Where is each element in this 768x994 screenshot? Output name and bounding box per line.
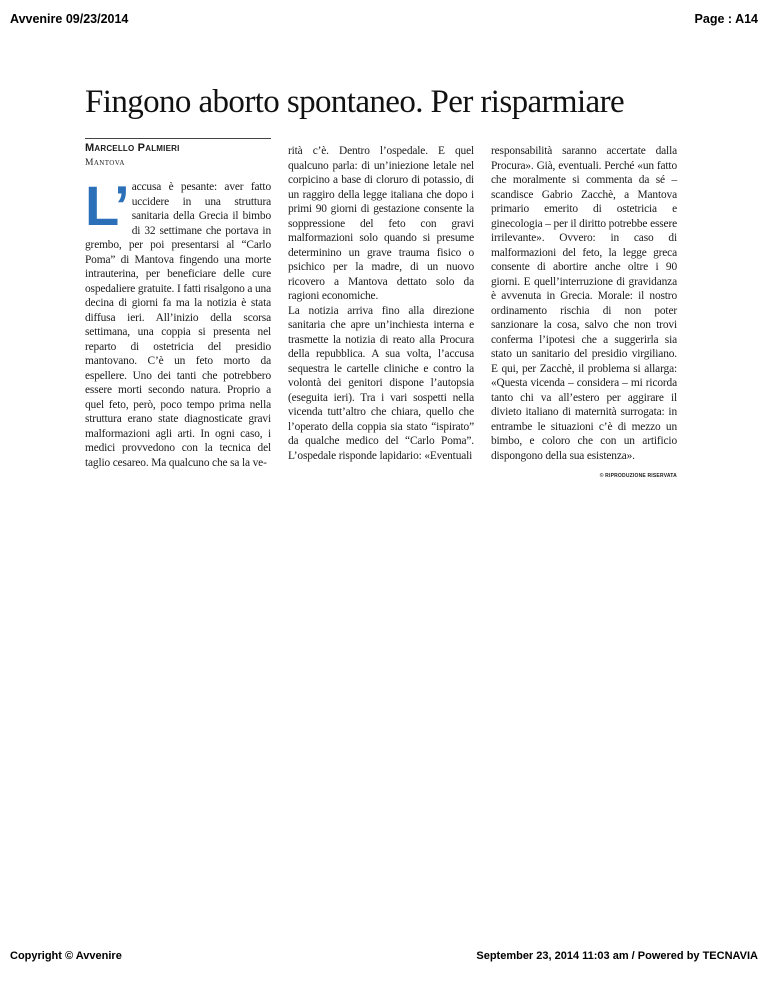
column-1-text: accusa è pesante: aver fatto uccidere in una struttura sanitaria della Grecia il bimbo di 32 settimane che portava in grembo, per poi presentarsi al “Carlo Poma” di Mantova fingendo una morte intrauterina, per beneficiare delle cure ospedaliere gratuite. I fatti risalgono a una decina di giorni fa ma la notizia è stata diffusa ieri. All’inizio della scorsa settimana, una coppia si presenta nel reparto di ostetricia del presidio mantovano. C’è un feto morto da espellere. Uno dei tanti che potrebbero essere morti secondo natura. Proprio a quel feto, però, poco tempo prima nella struttura erano state diagnosticate gravi malformazioni agli arti. In ogni caso, i medici provvedono con la tecnica del taglio cesareo. Ma qualcuno che sa la ve- xyxy=(85,181,271,469)
column-2-paragraph-1: rità c’è. Dentro l’ospedale. E quel qualcuno parla: di un’iniezione letale nel corpicino a base di cloruro di potassio, di un raggiro della legge italiana che dopo i primi 90 giorni di gestazione consente la soppressione del feto con gravi malformazioni solo quando si presume determinino un grave trauma fisico o psichico per la madre, di un nuovo ricovero a Mantova dettato solo da ragioni economiche. xyxy=(288,145,474,302)
article-author: Marcello Palmieri xyxy=(85,142,180,154)
article-column-2 xyxy=(288,144,474,463)
drop-cap: L’ xyxy=(85,174,128,237)
column-2-paragraph-2: La notizia arriva fino alla direzione sanitaria che apre un’inchiesta interna e trasmette la notizia di reato alla Procura della repubblica. A sua volta, l’accusa sequestra le cartelle cliniche e contro la volontà dei genitori dispone l’autopsia (eseguita ieri). Tra i vari sospetti nella vicenda tutt’altro che chiara, quello che l’operato della coppia sia stato “ispirato” da qualche medico del “Carlo Poma”. L’ospedale risponde lapidario: «Eventuali xyxy=(288,304,474,462)
article-column-1 xyxy=(85,174,271,470)
article-headline: Fingono aborto spontaneo. Per risparmiare xyxy=(85,84,625,120)
reproduction-notice: © RIPRODUZIONE RISERVATA xyxy=(599,473,677,479)
page-number: Page : A14 xyxy=(694,12,758,26)
footer-timestamp: September 23, 2014 11:03 am / Powered by TECNAVIA xyxy=(476,950,758,962)
publication-date: Avvenire 09/23/2014 xyxy=(10,12,129,26)
footer-copyright: Copyright © Avvenire xyxy=(10,950,122,962)
article-dateline: Mantova xyxy=(85,158,125,168)
byline-divider xyxy=(85,138,271,139)
column-3-text: responsabilità saranno accertate dalla Procura». Già, eventuali. Perché «un fatto che moralmente si commenta da sé – scandisce Gabrio Zacchè, a Mantova primario emerito di ostetricia e ginecologia – per il diritto potrebbe essere irrilevante». Ovvero: in caso di malformazioni del feto, la legge greca consente di abortire anche oltre i 90 giorni. E quell’interruzione di gravidanza è avvenuta in Grecia. Morale: il nostro ordinamento rischia di non poter sanzionare la cosa, salvo che non trovi conferma l’ipotesi che a suggerirla sia stato un sanitario del presidio virgiliano. E qui, per Zacchè, il problema si allarga: «Questa vicenda – considera – mi ricorda tanto chi va all’estero per aggirare il divieto italiano di maternità surrogata: in entrambe le situazioni c’è di mezzo un bimbo, e coloro che con un artificio dispongono della sua esistenza». xyxy=(491,145,677,462)
article-column-3 xyxy=(491,144,677,484)
